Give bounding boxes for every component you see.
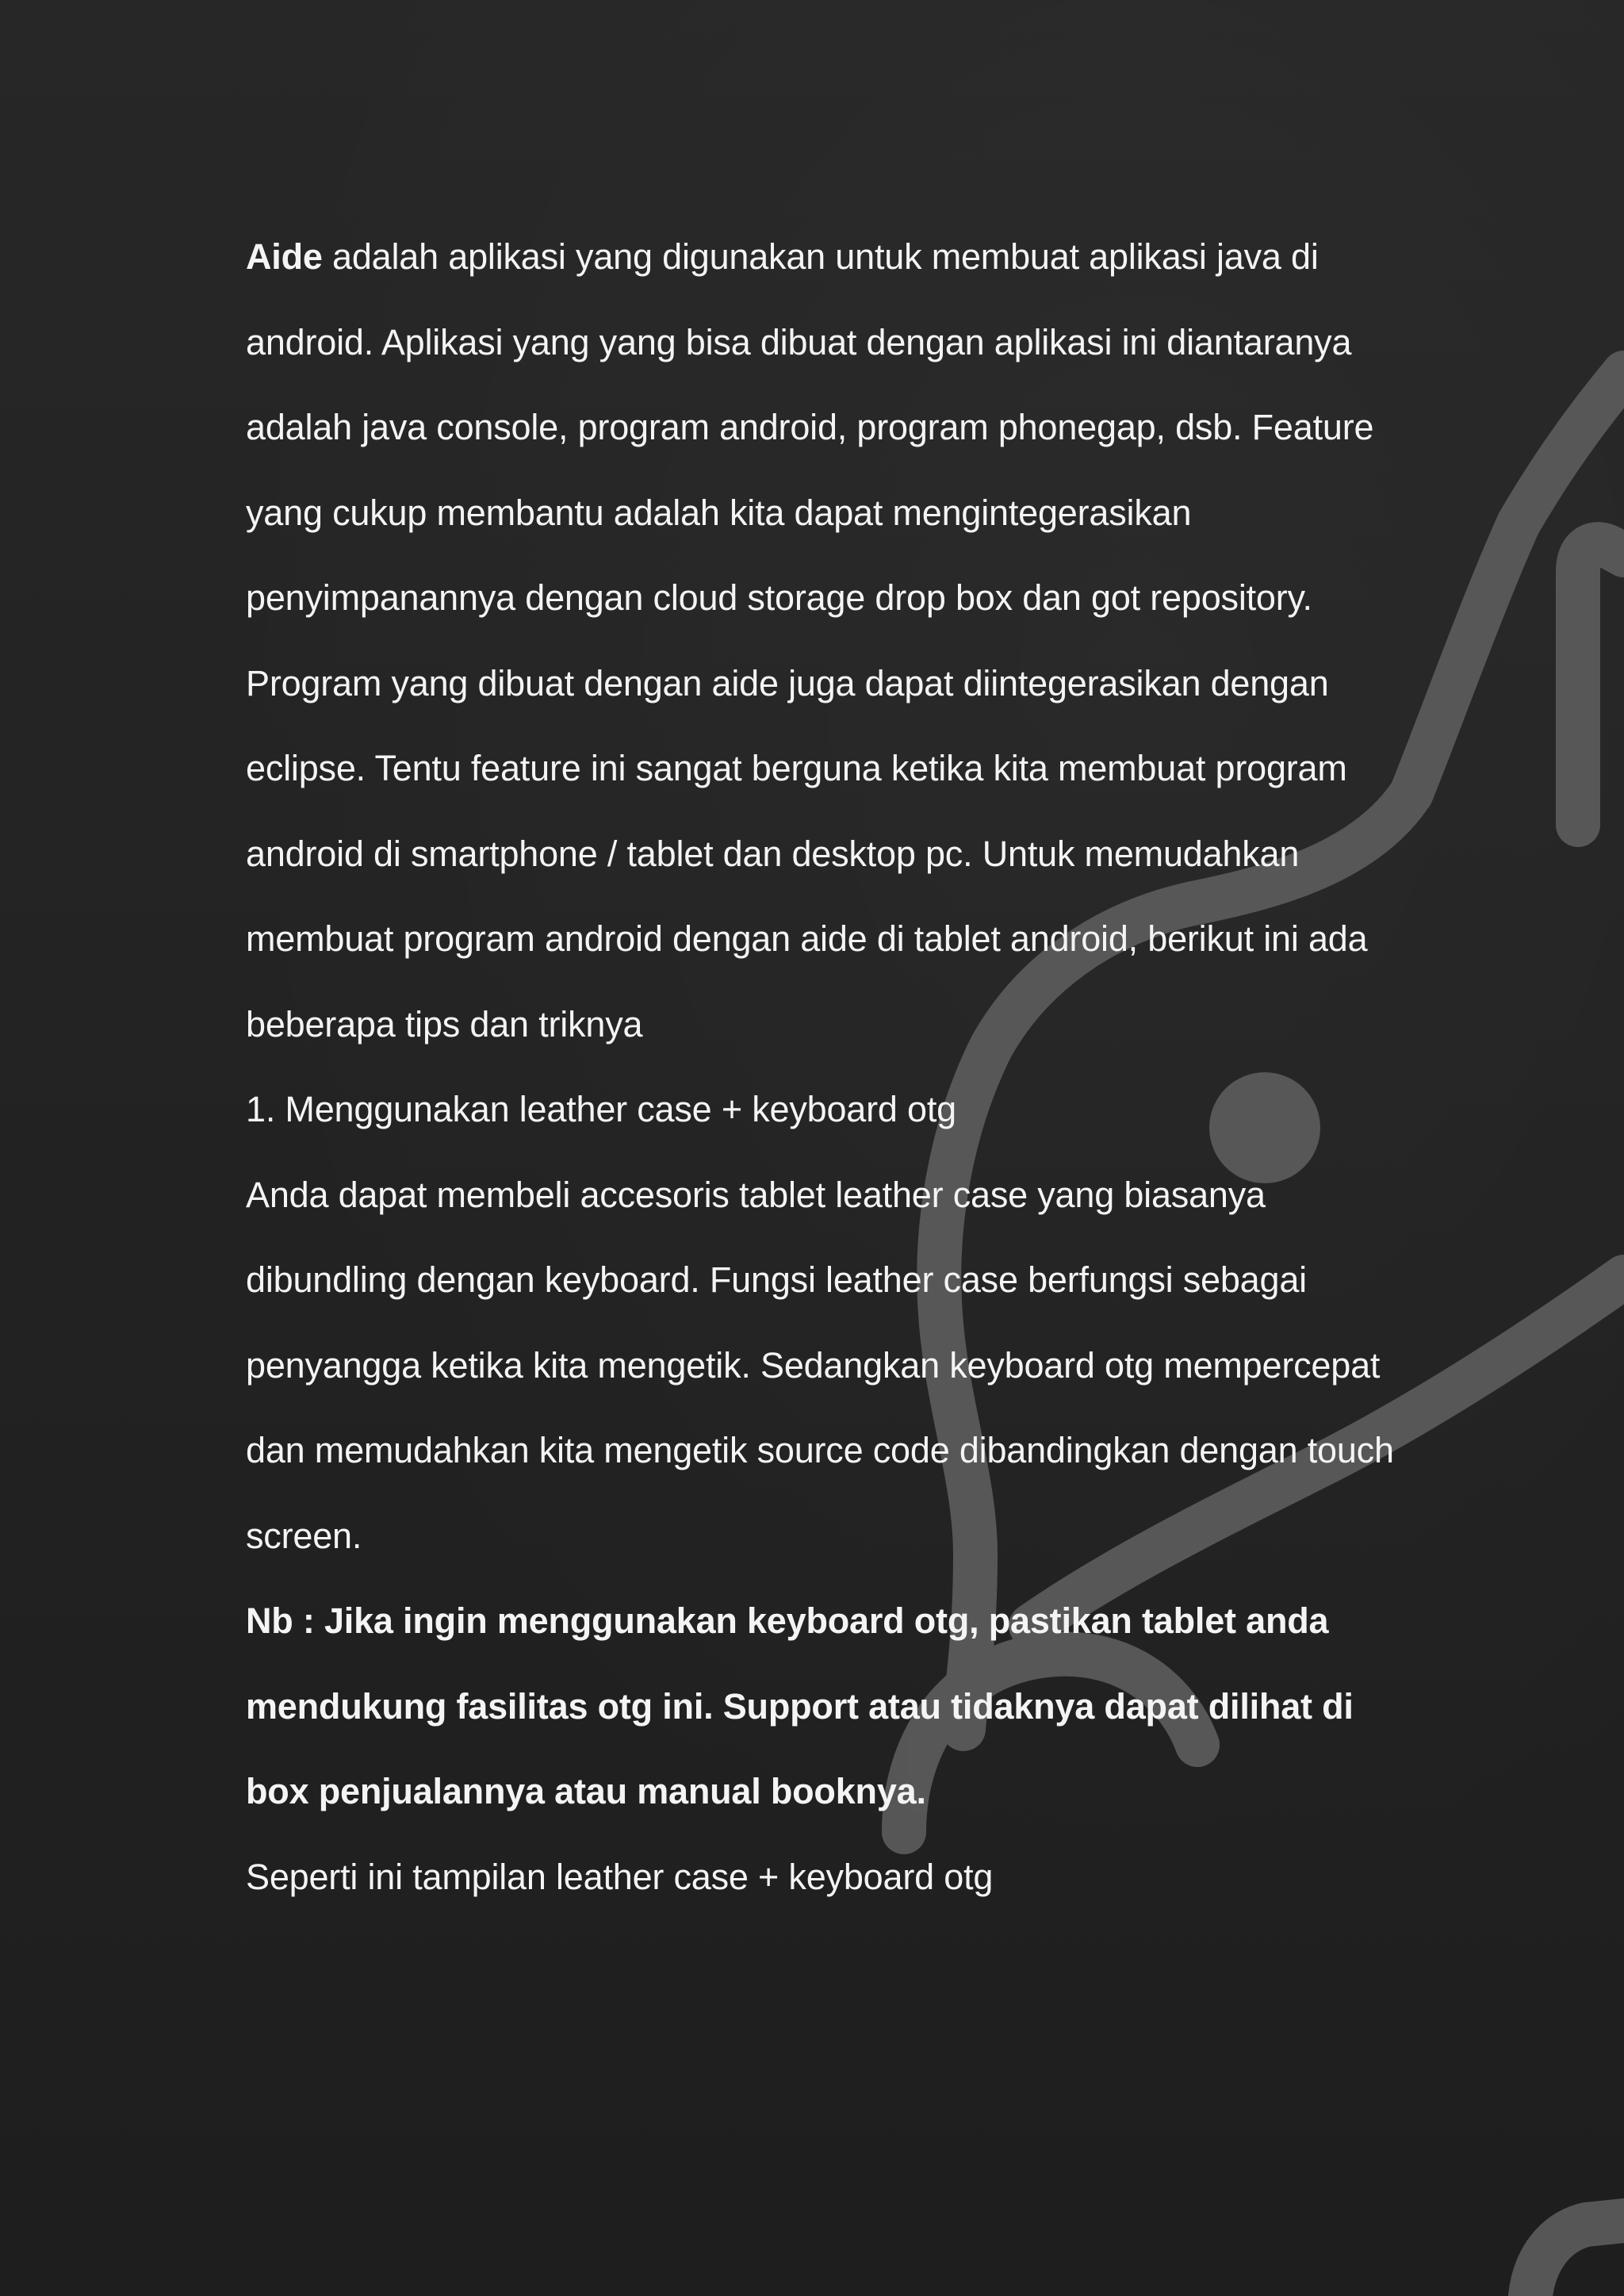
intro-term: Aide [246,236,323,277]
article-text [246,214,1396,1919]
tip-closing: Seperti ini tampilan leather case + keyboard otg [246,1856,994,1897]
intro-paragraph [246,214,1396,1067]
robot-corner-arc [1530,2221,1624,2296]
intro-text: adalah aplikasi yang digunakan untuk membuat aplikasi java di android. Aplikasi yang yang bisa dibuat dengan aplikasi ini diantaranya adalah java console, program android, program phonegap, dsb. Feature yang cukup membantu adalah kita dapat mengintegerasikan penyimpanannya dengan cloud storage drop box dan got repository. Program yang dibuat dengan aide juga dapat diintegerasikan dengan eclipse. Tentu feature ini sangat berguna ketika kita membuat program android di smartphone / tablet dan desktop pc. Untuk memudahkan membuat program android dengan aide di tablet android, berikut ini ada beberapa tips dan triknya [246,236,1374,1045]
robot-antenna [1578,544,1624,825]
tip-body: Anda dapat membeli accesoris tablet leather case yang biasanya dibundling dengan keyboard. Fungsi leather case berfungsi sebagai penyangga ketika kita mengetik. Sedangkan keyboard otg mempercepat dan memudahkan kita mengetik source code dibandingkan dengan touch screen. [246,1174,1394,1556]
tip-heading: 1. Menggunakan leather case + keyboard otg [246,1089,956,1129]
tip-note: Nb : Jika ingin menggunakan keyboard otg, pastikan tablet anda mendukung fasilitas otg ini. Support atau tidaknya dapat dilihat di box penjualannya atau manual booknya. [246,1600,1354,1811]
